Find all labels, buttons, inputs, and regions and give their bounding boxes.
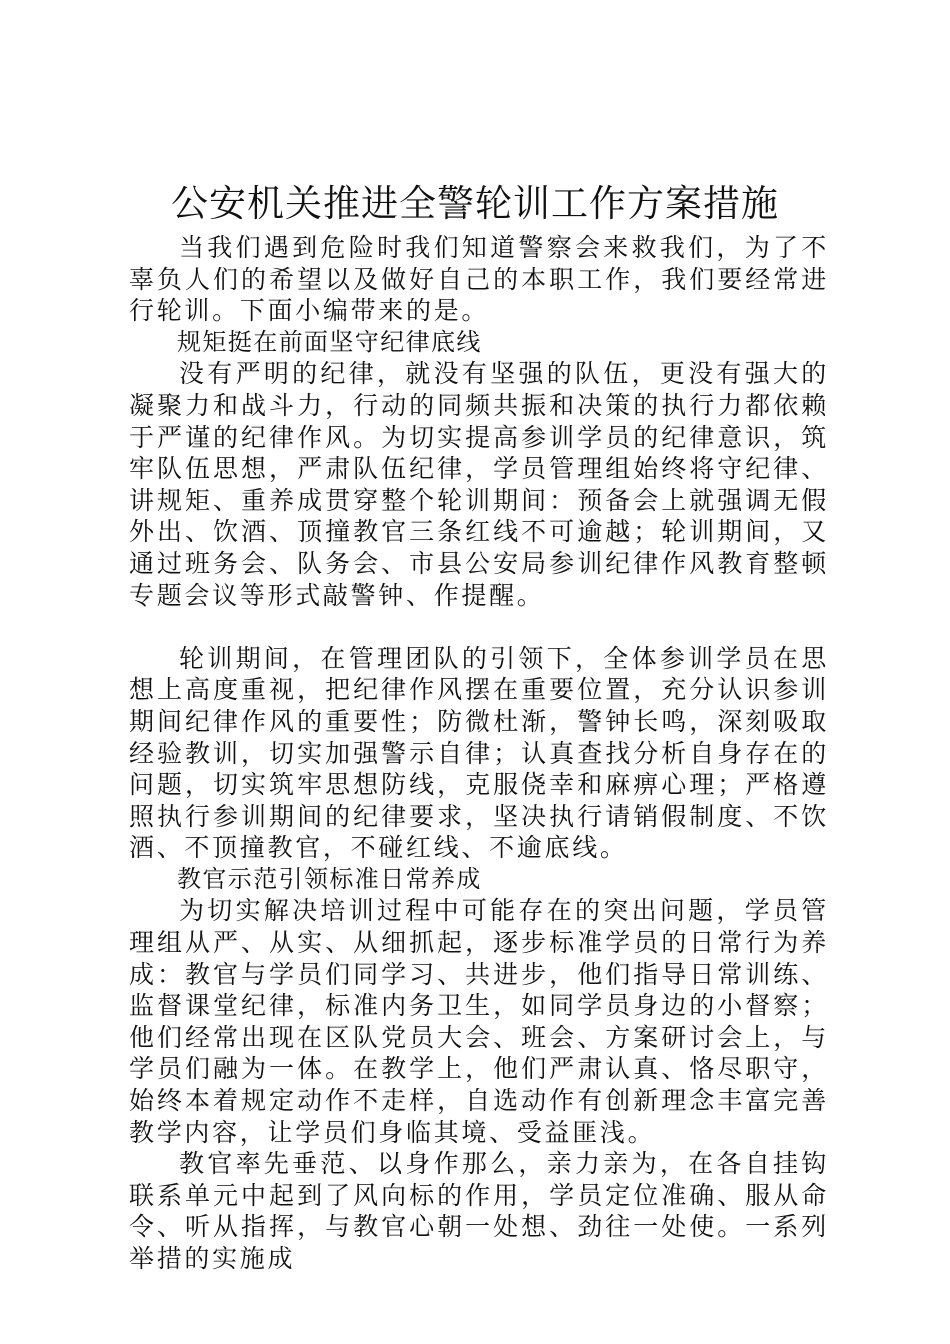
discipline-paragraph-2: 轮训期间，在管理团队的引领下，全体参训学员在思想上高度重视，把纪律作风摆在重要位置，充分认识参训期间纪律作风的重要性；防微杜渐，警钟长鸣，深刻吸取经验教训，切实加强警示自律；认真查找分析自身存在的问题，切实筑牢思想防线，克服侥幸和麻痹心理；严格遵照执行参训期间的纪律要求，坚决执行请销假制度、不饮酒、不顶撞教官，不碰红线、不逾底线。	[129, 643, 829, 863]
instructor-paragraph-2: 教官率先垂范、以身作那么，亲力亲为，在各自挂钩联系单元中起到了风向标的作用，学员定位准确、服从命令、听从指挥，与教官心朝一处想、劲往一处使。一系列举措的实施成	[129, 1149, 829, 1273]
intro-paragraph: 当我们遇到危险时我们知道警察会来救我们，为了不辜负人们的希望以及做好自己的本职工作，我们要经常进行轮训。下面小编带来的是。	[129, 233, 829, 326]
paragraph-gap	[129, 611, 829, 643]
discipline-paragraph-1: 没有严明的纪律，就没有坚强的队伍，更没有强大的凝聚力和战斗力，行动的同频共振和决策的执行力都依赖于严谨的纪律作风。为切实提高参训学员的纪律意识，筑牢队伍思想，严肃队伍纪律，学员管理组始终将守纪律、讲规矩、重养成贯穿整个轮训期间：预备会上就强调无假外出、饮酒、顶撞教官三条红线不可逾越；轮训期间，又通过班务会、队务会、市县公安局参训纪律作风教育整顿专题会议等形式敲警钟、作提醒。	[129, 359, 829, 610]
document-body	[129, 232, 829, 1275]
section-heading-instructor: 教官示范引领标准日常养成	[177, 864, 482, 893]
document-title: 公安机关推进全警轮训工作方案措施	[171, 182, 779, 225]
instructor-paragraph-1: 为切实解决培训过程中可能存在的突出问题，学员管理组从严、从实、从细抓起，逐步标准学员的日常行为养成：教官与学员们同学习、共进步，他们指导日常训练、监督课堂纪律，标准内务卫生，如同学员身边的小督察；他们经常出现在区队党员大会、班会、方案研讨会上，与学员们融为一体。在教学上，他们严肃认真、恪尽职守，始终本着规定动作不走样，自选动作有创新理念丰富完善教学内容，让学员们身临其境、受益匪浅。	[129, 896, 829, 1147]
section-heading-discipline: 规矩挺在前面坚守纪律底线	[177, 327, 482, 356]
